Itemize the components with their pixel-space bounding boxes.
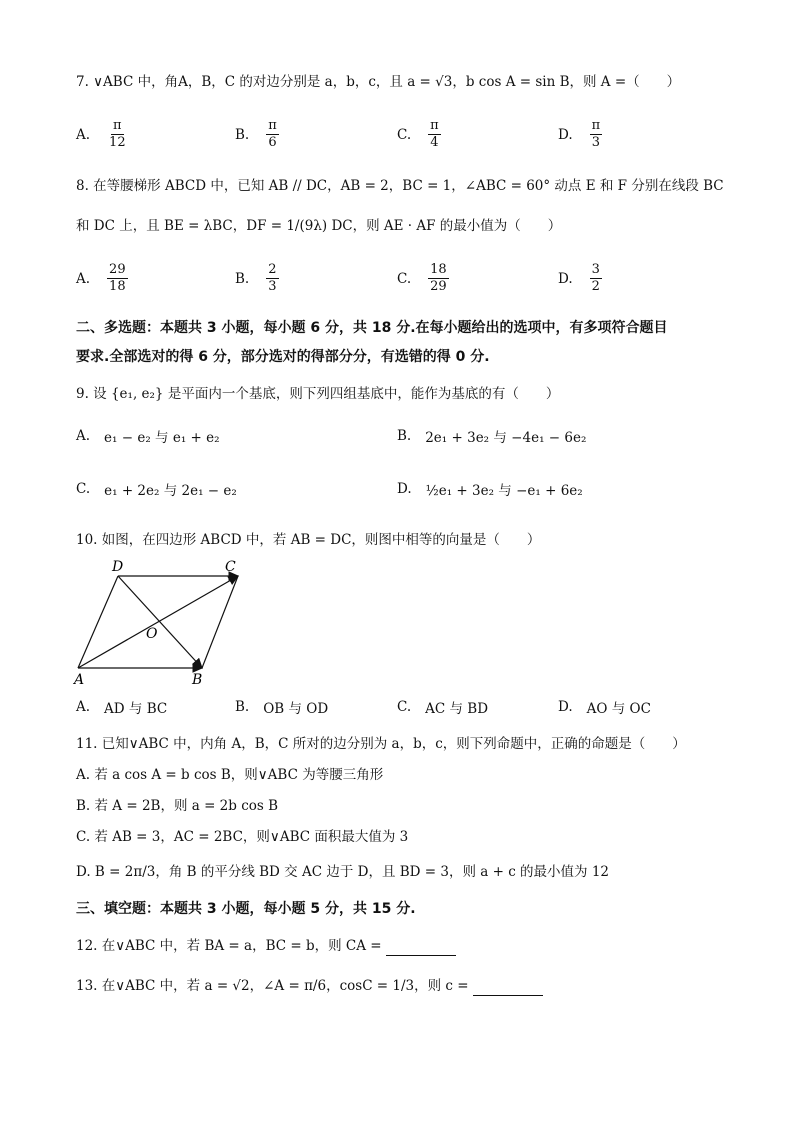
diagonal-db (118, 576, 202, 668)
q10-option-b[interactable]: B. OB 与 OD (235, 699, 329, 717)
q8-option-c[interactable]: C. $\frac{18}{29}$ (397, 262, 447, 294)
q9-stem: 9. 设 {e₁, e₂} 是平面内一个基底，则下列四组基底中，能作为基底的有（ ） (76, 386, 560, 402)
point-label-o: O (146, 626, 158, 642)
q11-option-c[interactable]: C. 若 AB = 3，AC = 2BC，则∨ABC 面积最大值为 3 (76, 829, 409, 845)
point-label-a: A (74, 672, 85, 688)
section2-heading-line2: 要求.全部选对的得 6 分，部分选对的得部分分，有选错的得 0 分. (76, 349, 490, 365)
section2-heading-line1: 二、多选题：本题共 3 小题，每小题 6 分，共 18 分.在每小题给出的选项中，有多项符合题目 (76, 320, 668, 336)
q9-option-b[interactable]: B. 2e₁ + 3e₂ 与 −4e₁ − 6e₂ (397, 428, 587, 446)
diagonal-ac (78, 576, 238, 668)
q11-stem: 11. 已知∨ABC 中，内角 A，B，C 所对的边分别为 a，b，c，则下列命题中，正确的命题是（ ） (76, 736, 686, 752)
q12-stem: 12. 在∨ABC 中，若 BA = a，BC = b，则 CA = (76, 938, 382, 954)
q9-option-a[interactable]: A. e₁ − e₂ 与 e₁ + e₂ (76, 428, 220, 446)
q7-option-c[interactable]: C. $\frac{\pi}{4}$ (397, 118, 439, 150)
q10-option-c[interactable]: C. AC 与 BD (397, 699, 489, 717)
section3-heading: 三、填空题：本题共 3 小题，每小题 5 分，共 15 分. (76, 901, 416, 917)
q12-answer-blank[interactable] (386, 941, 456, 956)
q8-option-b[interactable]: B. $\frac{2}{3}$ (235, 262, 277, 294)
point-label-b: B (192, 672, 203, 688)
q9-option-d[interactable]: D. ½e₁ + 3e₂ 与 −e₁ + 6e₂ (397, 481, 583, 499)
q11-option-b[interactable]: B. 若 A = 2B，则 a = 2b cos B (76, 798, 279, 814)
q13-row (76, 976, 543, 996)
q13-stem: 13. 在∨ABC 中，若 a = √2，∠A = π/6，cosC = 1/3，则 c = (76, 978, 469, 994)
q11-option-d[interactable]: D. B = 2π/3，角 B 的平分线 BD 交 AC 边于 D，且 BD = 3，则 a + c 的最小值为 12 (76, 864, 610, 880)
q10-option-d[interactable]: D. AO 与 OC (558, 699, 651, 717)
q8-option-d[interactable]: D. $\frac{3}{2}$ (558, 262, 600, 294)
side-ad (78, 576, 118, 668)
q7-option-d[interactable]: D. $\frac{\pi}{3}$ (558, 118, 601, 150)
q12-row (76, 936, 456, 956)
q8-stem-line1: 8. 在等腰梯形 ABCD 中，已知 AB // DC，AB = 2，BC = 1，∠ABC = 60° 动点 E 和 F 分别在线段 BC (76, 178, 724, 194)
q8-stem-line2: 和 DC 上，且 BE = λBC，DF = 1/(9λ) DC，则 AE · AF 的最小值为（ ） (76, 218, 562, 234)
q7-option-a[interactable]: A. $\frac{\pi}{12}$ (76, 118, 126, 150)
point-label-d: D (112, 559, 124, 575)
parallelogram-figure (70, 556, 250, 688)
q7-option-b[interactable]: B. $\frac{\pi}{6}$ (235, 118, 277, 150)
point-label-c: C (225, 559, 236, 575)
q13-answer-blank[interactable] (473, 981, 543, 996)
q7-stem: 7. ∨ABC 中，角A，B，C 的对边分别是 a，b，c，且 a = √3，b cos A = sin B，则 A =（ ） (76, 74, 681, 90)
q10-stem: 10. 如图，在四边形 ABCD 中，若 AB = DC，则图中相等的向量是（ ） (76, 532, 541, 548)
side-bc (202, 576, 238, 668)
q11-option-a[interactable]: A. 若 a cos A = b cos B，则∨ABC 为等腰三角形 (76, 767, 384, 783)
q10-option-a[interactable]: A. AD 与 BC (76, 699, 168, 717)
q9-option-c[interactable]: C. e₁ + 2e₂ 与 2e₁ − e₂ (76, 481, 237, 499)
q8-option-a[interactable]: A. $\frac{29}{18}$ (76, 262, 126, 294)
